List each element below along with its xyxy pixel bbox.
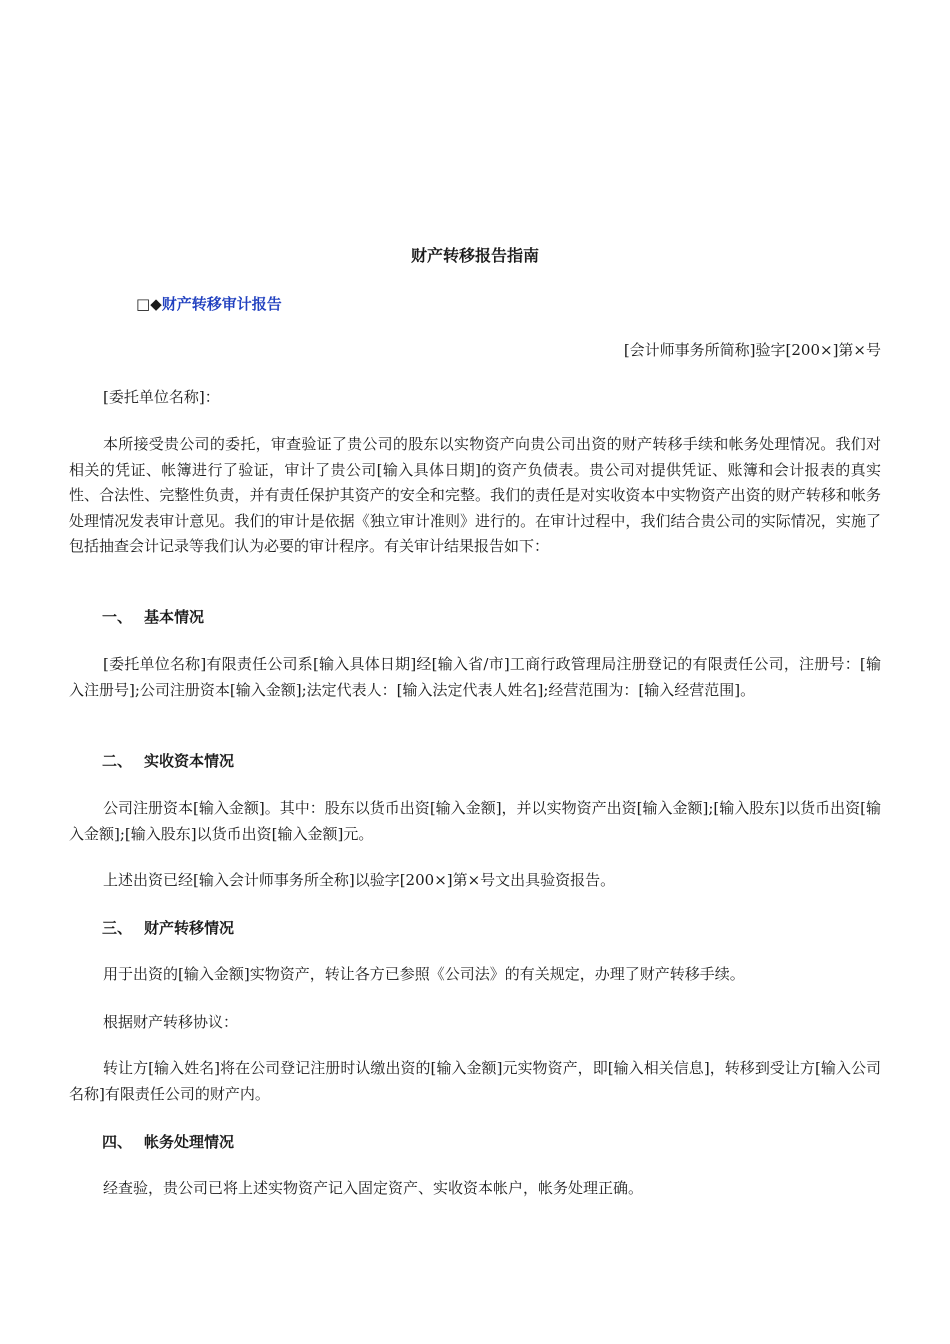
section-number: 四、 <box>102 1133 133 1151</box>
section-number: 一、 <box>102 608 133 626</box>
section-3-paragraph-3: 转让方[输入姓名]将在公司登记注册时认缴出资的[输入金额]元实物资产，即[输入相关信息]，转移到受让方[输入公司名称]有限责任公司的财产内。 <box>69 1059 881 1103</box>
section-title: 帐务处理情况 <box>144 1133 235 1151</box>
section-1-paragraph-1: [委托单位名称]有限责任公司系[输入具体日期]经[输入省/市]工商行政管理局注册登记的有限责任公司，注册号：[输入注册号];公司注册资本[输入金额];法定代表人：[输入法定代表人姓名];经营范围为：[输入经营范围]。 <box>69 655 881 699</box>
section-heading-2 <box>102 749 234 773</box>
section-3-paragraph-1: 用于出资的[输入金额]实物资产，转让各方已参照《公司法》的有关规定，办理了财产转移手续。 <box>103 965 745 983</box>
section-title: 基本情况 <box>144 608 205 626</box>
section-heading-3 <box>102 916 234 940</box>
section-number: 二、 <box>102 752 133 770</box>
subtitle-line <box>136 292 282 316</box>
section-number: 三、 <box>102 919 133 937</box>
section-title: 实收资本情况 <box>144 752 235 770</box>
section-4-paragraph-1: 经查验，贵公司已将上述实物资产记入固定资产、实收资本帐户，帐务处理正确。 <box>103 1179 644 1197</box>
section-title: 财产转移情况 <box>144 919 235 937</box>
section-2-paragraph-1: 公司注册资本[输入金额]。其中：股东以货币出资[输入金额]，并以实物资产出资[输入金额];[输入股东]以货币出资[输入金额];[输入股东]以货币出资[输入金额]元。 <box>69 799 881 843</box>
section-heading-4 <box>102 1130 234 1154</box>
section-3-paragraph-2: 根据财产转移协议： <box>103 1013 239 1031</box>
diamond-bullet-icon: ◆ <box>150 295 162 313</box>
audit-report-link[interactable]: 财产转移审计报告 <box>161 295 282 313</box>
reference-number: [会计师事务所简称]验字[200×]第×号 <box>623 341 881 359</box>
section-heading-1 <box>102 605 204 629</box>
document-title: 财产转移报告指南 <box>410 246 539 265</box>
checkbox-icon[interactable]: □ <box>136 295 151 313</box>
addressee: [委托单位名称]： <box>103 388 220 406</box>
intro-paragraph: 本所接受贵公司的委托，审查验证了贵公司的股东以实物资产向贵公司出资的财产转移手续和帐务处理情况。我们对相关的凭证、帐簿进行了验证，审计了贵公司[输入具体日期]的资产负债表。贵公司对提供凭证、账簿和会计报表的真实性、合法性、完整性负责，并有责任保护其资产的安全和完整。我们的责任是对实收资本中实物资产出资的财产转移和帐务处理情况发表审计意见。我们的审计是依据《独立审计准则》进行的。在审计过程中，我们结合贵公司的实际情况，实施了包括抽查会计记录等我们认为必要的审计程序。有关审计结果报告如下： <box>69 435 881 555</box>
section-2-paragraph-2: 上述出资已经[输入会计师事务所全称]以验字[200×]第×号文出具验资报告。 <box>103 871 616 889</box>
